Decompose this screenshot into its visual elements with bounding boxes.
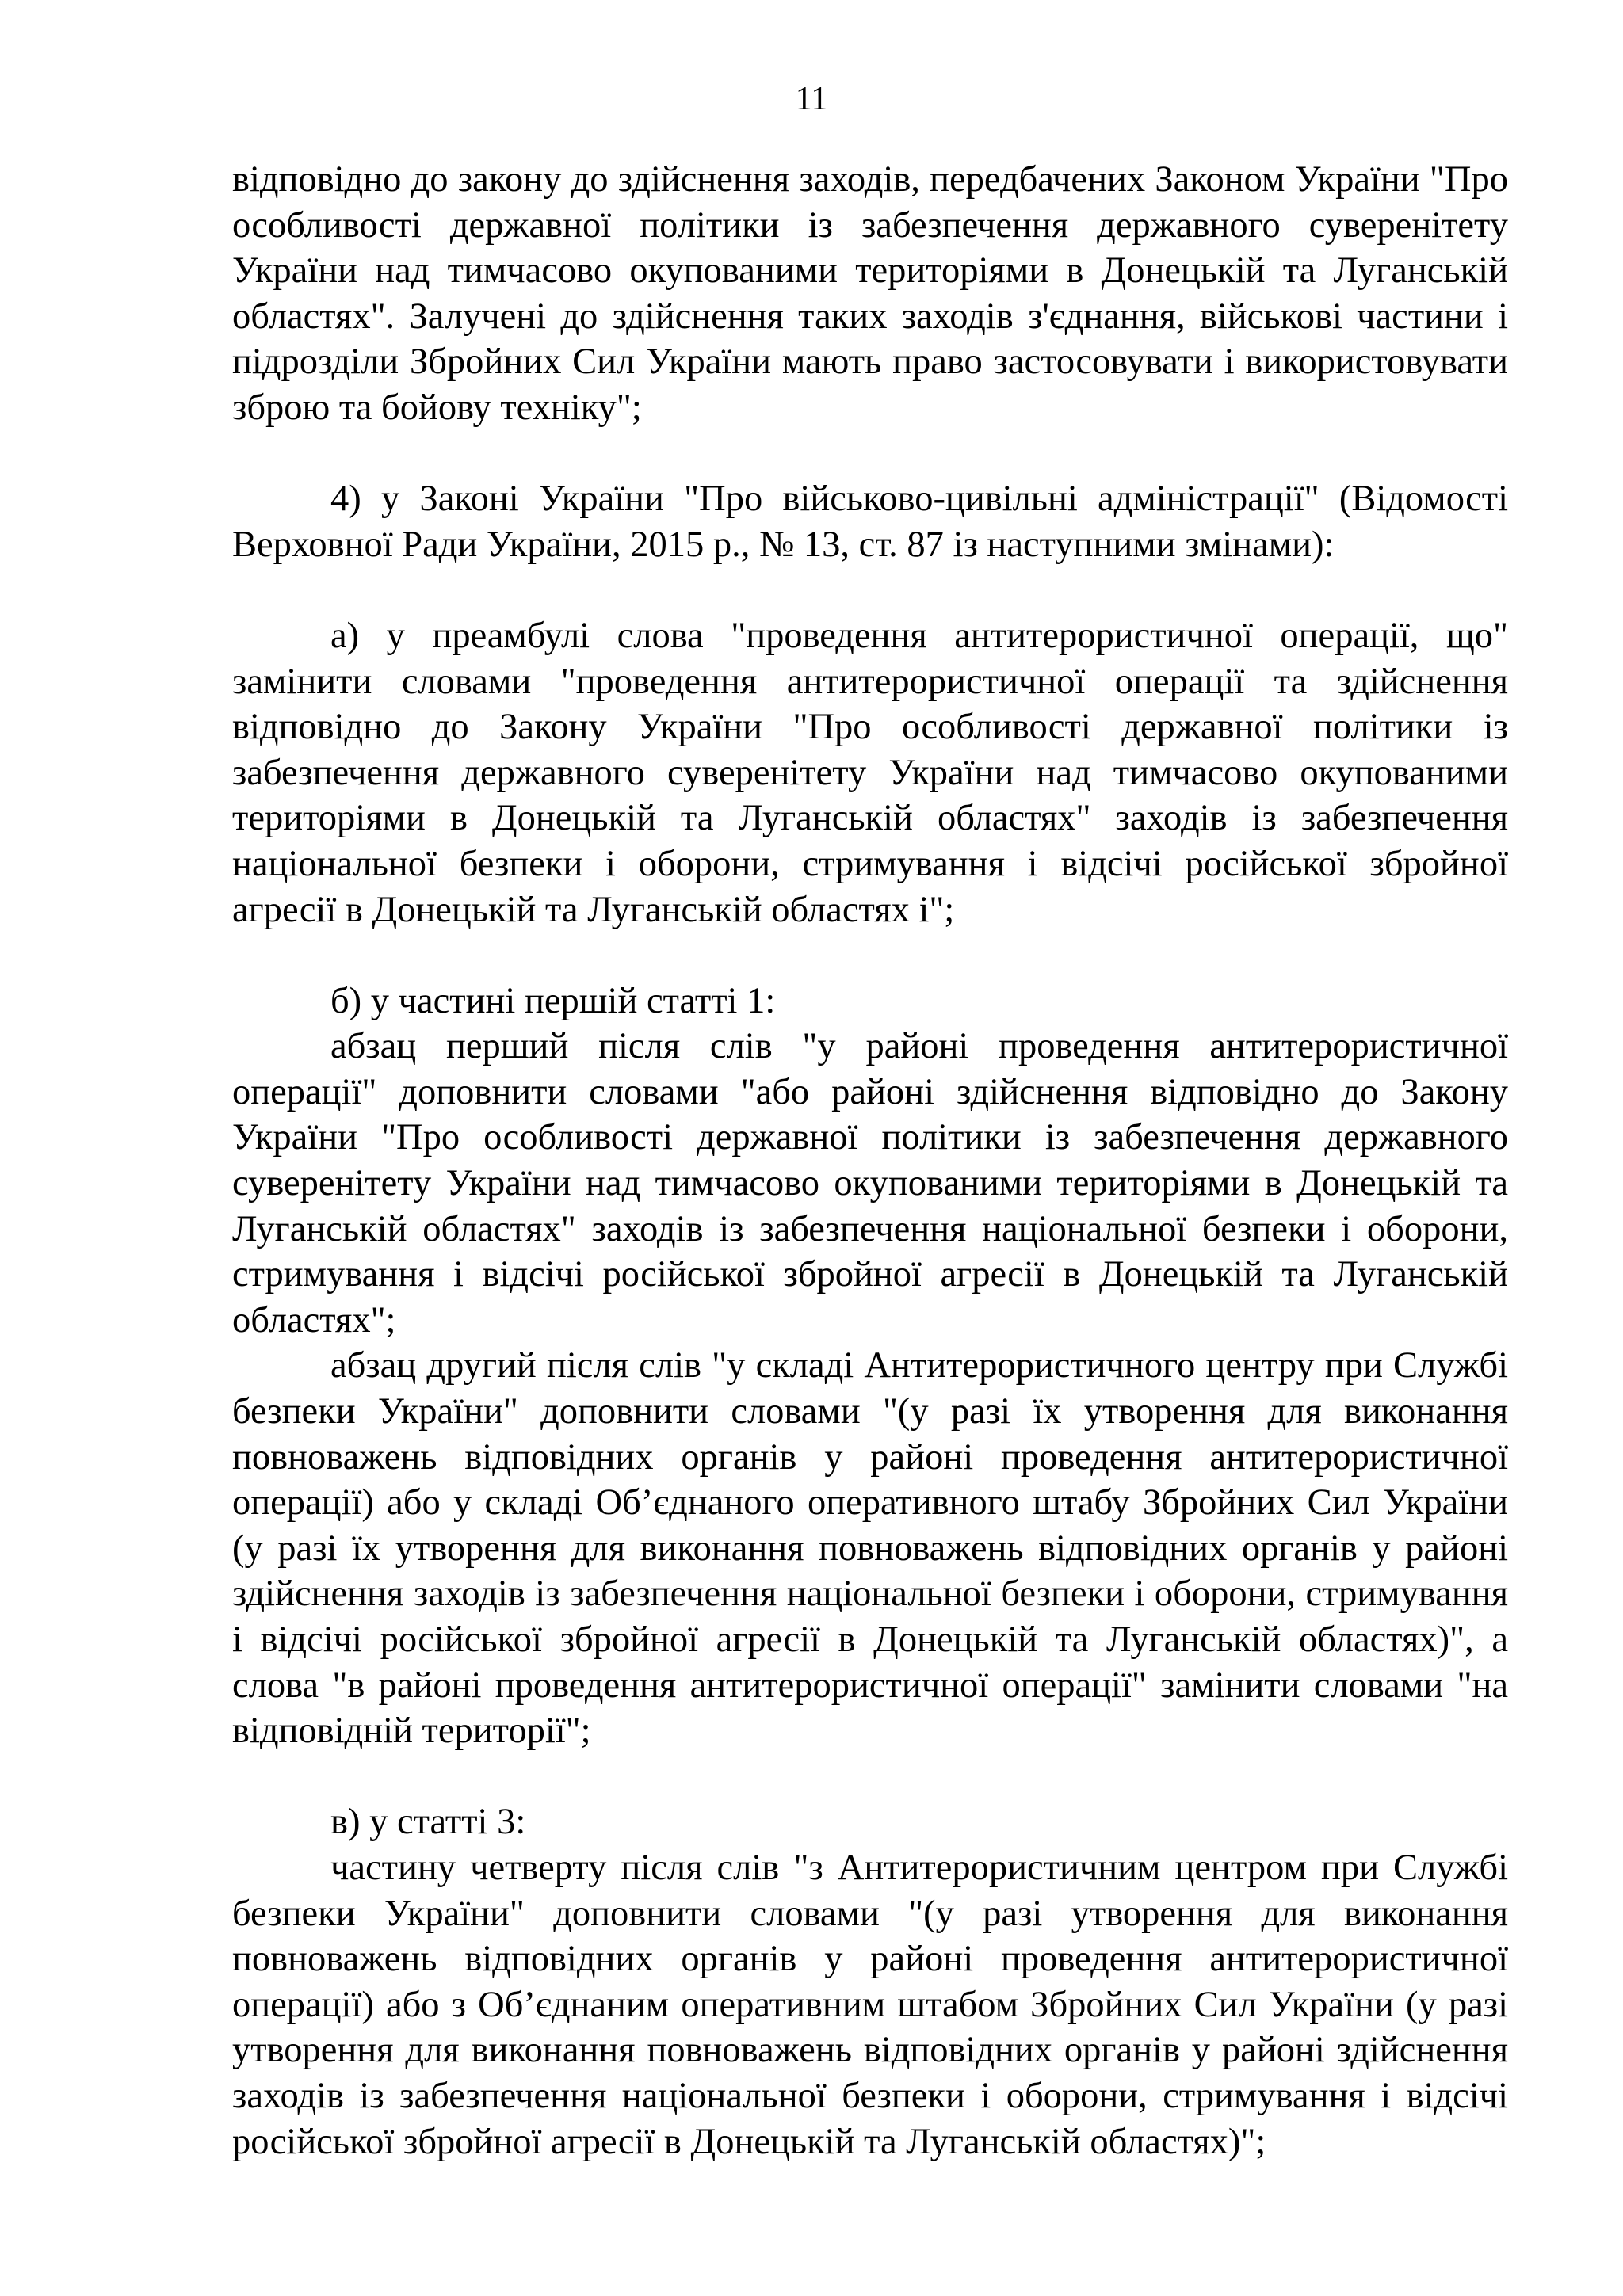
paragraph-continuation: відповідно до закону до здійснення заходів, передбачених Законом України "Про особливості державної політики із забезпечення державного суверенітету України над тимчасово окупованими територіями в Донецькій та Луганській областях". Залучені до здійснення таких заходів з'єднання, військові частини і підрозділи Збройних Сил України мають право застосовувати і використовувати зброю та бойову техніку"; xyxy=(232,159,1508,428)
paragraph-b-abzac-2: абзац другий після слів "у складі Антитерористичного центру при Службі безпеки України" доповнити словами "(у разі їх утворення для виконання повноважень відповідних органів у районі проведення антитерористичної операції) або у складі Об’єднаного оперативного штабу Збройних Сил України (у разі їх утворення для виконання повноважень відповідних органів у районі здійснення заходів із забезпечення національної безпеки і оборони, стримування і відсічі російської збройної агресії в Донецькій та Луганській областях)", а слова "в районі проведення антитерористичної операції" замінити словами "на відповідній території"; xyxy=(232,1345,1508,1752)
paragraph-v-part-4: частину четверту після слів "з Антитерористичним центром при Службі безпеки України" доповнити словами "(у разі утворення для виконання повноважень відповідних органів у районі проведення антитерористичної операції) або з Об’єднаним оперативним штабом Збройних Сил України (у разі утворення для виконання повноважень відповідних органів у районі здійснення заходів із забезпечення національної безпеки і оборони, стримування і відсічі російської збройної агресії в Донецькій та Луганській областях)"; xyxy=(232,1847,1508,2162)
page-number: 11 xyxy=(795,81,828,117)
document-body xyxy=(232,157,1508,2164)
paragraph-item-v: в) у статті 3: xyxy=(330,1802,526,1843)
paragraph-b-abzac-1: абзац перший після слів "у районі проведення антитерористичної операції" доповнити словами "або районі здійснення відповідно до Закону України "Про особливості державної політики із забезпечення державного суверенітету України над тимчасово окупованими територіями в Донецькій та Луганській областях" заходів із забезпечення національної безпеки і оборони, стримування і відсічі російської збройної агресії в Донецькій та Луганській областях"; xyxy=(232,1026,1508,1341)
paragraph-item-a: а) у преамбулі слова "проведення антитерористичної операції, що" замінити словами "проведення антитерористичної операції та здійснення відповідно до Закону України "Про особливості державної політики із забезпечення державного суверенітету України над тимчасово окупованими територіями в Донецькій та Луганській областях" заходів із забезпечення національної безпеки і оборони, стримування і відсічі російської збройної агресії в Донецькій та Луганській областях і"; xyxy=(232,615,1508,930)
paragraph-item-4: 4) у Законі України "Про військово-цивільні адміністрації" (Відомості Верховної Ради України, 2015 р., № 13, ст. 87 із наступними змінами): xyxy=(232,479,1508,565)
paragraph-item-b: б) у частині першій статті 1: xyxy=(330,980,776,1021)
